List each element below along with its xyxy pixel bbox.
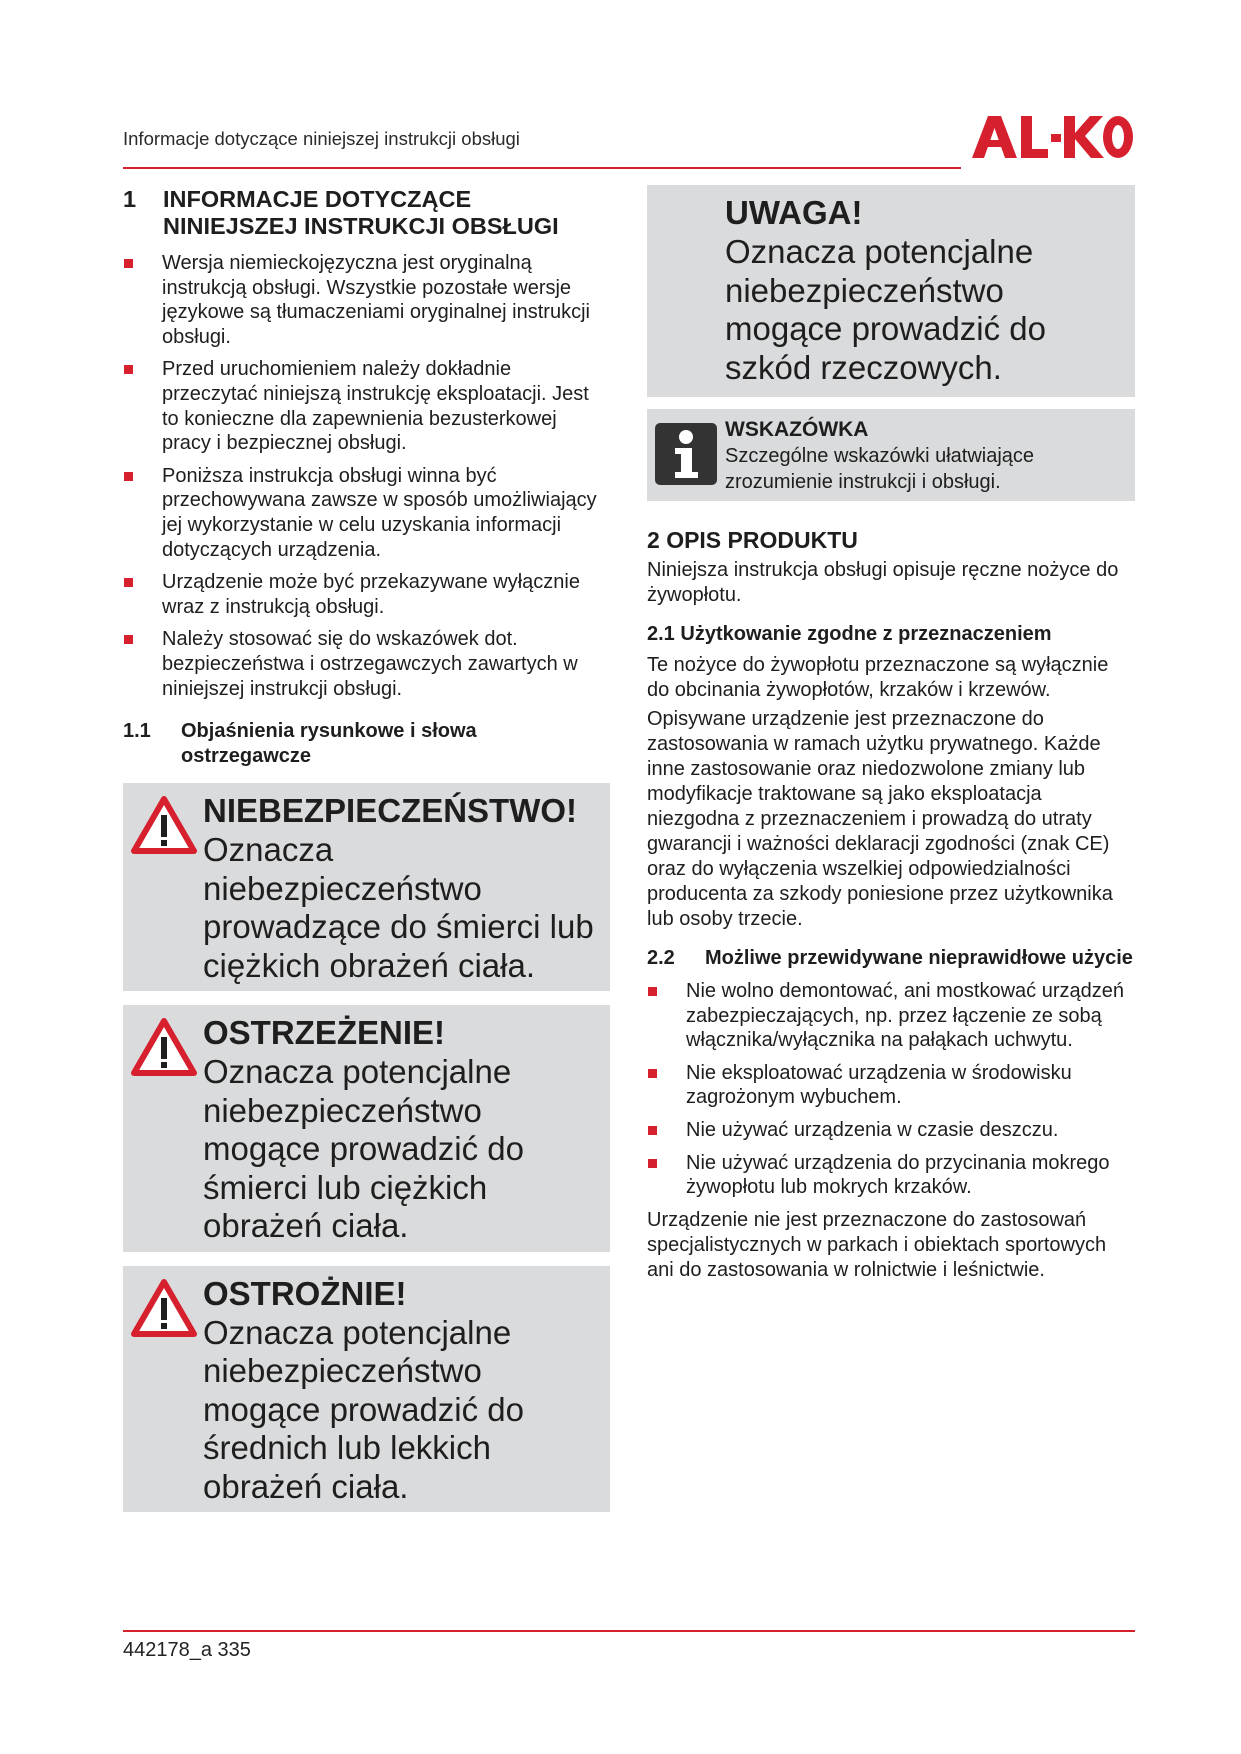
warning-triangle-icon — [131, 1278, 197, 1338]
section-2-heading: 2 OPIS PRODUKTU — [647, 527, 858, 553]
danger-text: Oznacza niebezpieczeństwo prowadzące do śmierci lub ciężkich obrażeń ciała. — [203, 831, 594, 984]
list-item: Nie używać urządzenia w czasie deszczu. — [647, 1118, 1135, 1143]
list-item: Nie używać urządzenia do przycinania mokrego żywopłotu lub mokrych krzaków. — [647, 1151, 1135, 1200]
caution-box — [123, 1266, 610, 1513]
list-item: Przed uruchomieniem należy dokładnie przeczytać niniejszą instrukcję eksploatacji. Jest to konieczne dla zapewnienia bezusterkowej pracy i bezpiecznej obsługi. — [123, 357, 610, 455]
section-2-2-heading: 2.2 Możliwe przewidywane nieprawidłowe użycie — [647, 947, 1133, 969]
info-box — [647, 409, 1135, 501]
danger-box — [123, 783, 610, 991]
danger-title: NIEBEZPIECZEŃSTWO! — [203, 792, 578, 830]
section-2-1-paragraph-2: Opisywane urządzenie jest przeznaczone do zastosowania w ramach użytku prywatnego. Każde inne zastosowanie oraz niedozwolone zmiany lub modyfikacje traktowane są jako eksploatacja niezgodna z przeznaczeniem i prowadzą do utraty gwarancji i ważności deklaracji zgodności (znak CE) oraz do wyłączenia wszelkiej odpowiedzialności producenta za szkody poniesione przez użytkownika lub osoby trzecie. — [647, 708, 1113, 930]
caution-text: Oznacza potencjalne niebezpieczeństwo mogące prowadzić do średnich lub lekkich obrażeń ciała. — [203, 1313, 525, 1505]
section-2-2-list — [647, 979, 1135, 1200]
list-item: Należy stosować się do wskazówek dot. bezpieczeństwa i ostrzegawczych zawartych w niniejszej instrukcji obsługi. — [123, 627, 610, 701]
info-text: Szczególne wskazówki ułatwiające zrozumienie instrukcji i obsługi. — [725, 445, 1035, 493]
right-column — [647, 185, 1135, 1283]
warning-text: Oznacza potencjalne niebezpieczeństwo mogące prowadzić do śmierci lub ciężkich obrażeń ciała. — [203, 1053, 525, 1245]
notice-box — [647, 185, 1135, 397]
section-2-text: Niniejsza instrukcja obsługi opisuje ręczne nożyce do żywopłotu. — [647, 559, 1119, 606]
info-icon — [655, 423, 717, 485]
page-number: 442178_a 335 — [123, 1639, 251, 1661]
warning-triangle-icon — [131, 795, 197, 855]
section-2-2-closing: Urządzenie nie jest przeznaczone do zastosowań specjalistycznych w parkach i obiektach sportowych ani do zastosowania w rolnictwie i leśnictwie. — [647, 1208, 1107, 1281]
header-rule — [123, 167, 961, 169]
section-2-1-heading: 2.1 Użytkowanie zgodne z przeznaczeniem — [647, 623, 1052, 645]
list-item: Urządzenie może być przekazywane wyłącznie wraz z instrukcją obsługi. — [123, 570, 610, 619]
footer-rule — [123, 1630, 1135, 1632]
info-title: WSKAZÓWKA — [725, 418, 869, 441]
section-1-title-line1: INFORMACJE DOTYCZĄCE — [163, 186, 472, 212]
section-1-1-heading: 1.1 Objaśnienia rysunkowe i słowa ostrzegawcze — [123, 720, 477, 768]
list-item: Nie eksploatować urządzenia w środowisku zagrożonym wybuchem. — [647, 1061, 1135, 1110]
caution-title: OSTROŻNIE! — [203, 1274, 407, 1312]
list-item: Poniższa instrukcja obsługi winna być przechowywana zawsze w sposób umożliwiający jej wykorzystanie w celu uzyskania informacji dotyczących urządzenia. — [123, 464, 610, 562]
left-column — [123, 186, 610, 1526]
list-item: Wersja niemieckojęzyczna jest oryginalną instrukcją obsługi. Wszystkie pozostałe wersje językowe są tłumaczeniami oryginalnej instrukcji obsługi. — [123, 251, 610, 349]
warning-title: OSTRZEŻENIE! — [203, 1014, 446, 1052]
notice-title: UWAGA! — [725, 194, 863, 231]
al-ko-logo — [970, 112, 1135, 162]
running-header: Informacje dotyczące niniejszej instrukcji obsługi — [123, 128, 520, 149]
section-1-list — [123, 251, 610, 701]
section-1-title-line2: NINIEJSZEJ INSTRUKCJI OBSŁUGI — [163, 213, 559, 239]
section-2-1-paragraph-1: Te nożyce do żywopłotu przeznaczone są wyłącznie do obcinania żywopłotów, krzaków i krzewów. — [647, 654, 1109, 701]
warning-triangle-icon — [131, 1017, 197, 1077]
notice-text: Oznacza potencjalne niebezpieczeństwo mogące prowadzić do szkód rzeczowych. — [725, 233, 1047, 386]
section-1-heading: 1 INFORMACJE DOTYCZĄCE NINIEJSZEJ INSTRUKCJI OBSŁUGI — [123, 186, 559, 239]
warning-box — [123, 1005, 610, 1252]
list-item: Nie wolno demontować, ani mostkować urządzeń zabezpieczających, np. przez łączenie ze sobą włącznika/wyłącznika na pałąkach uchwytu. — [647, 979, 1135, 1053]
